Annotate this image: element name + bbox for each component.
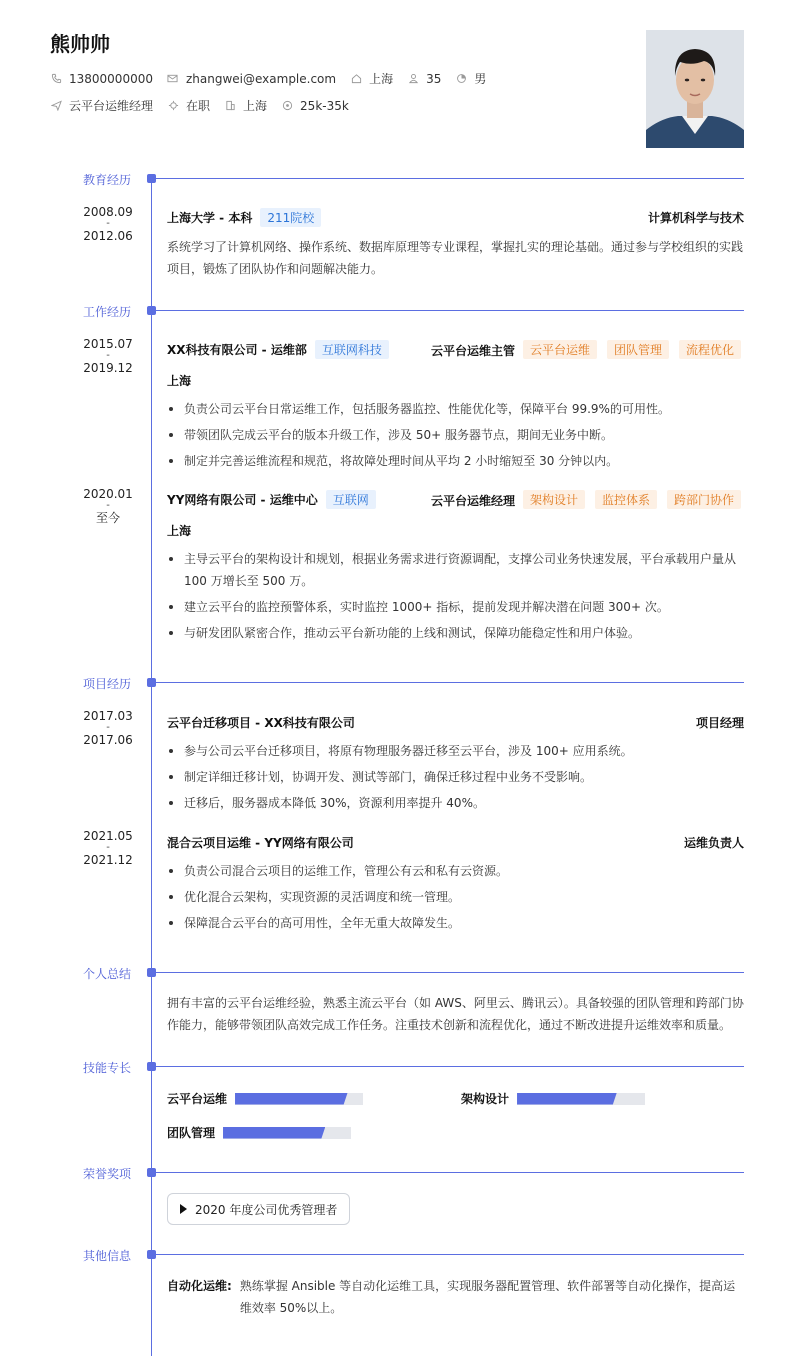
position-text: 云平台运维经理 xyxy=(69,99,154,113)
work-city: 上海 xyxy=(167,374,192,388)
home-icon xyxy=(350,73,362,85)
section-marker xyxy=(147,678,156,687)
section-divider xyxy=(156,682,744,683)
skill-tag: 云平台运维 xyxy=(523,340,597,359)
salary-info xyxy=(281,99,349,113)
work-role: 云平台运维主管 xyxy=(431,344,516,358)
list-item: 负责公司云平台日常运维工作，包括服务器监控、性能优化等，保障平台 99.9%的可用性。 xyxy=(167,398,744,420)
work-role: 云平台运维经理 xyxy=(431,494,516,508)
skill-tag: 监控体系 xyxy=(595,490,657,509)
section-title-summary: 个人总结 xyxy=(82,967,131,981)
date-end: 2012.06 xyxy=(83,229,133,243)
section-title-other: 其他信息 xyxy=(82,1249,131,1263)
section-marker xyxy=(147,968,156,977)
date-start: 2017.03 xyxy=(83,709,133,723)
section-marker xyxy=(147,1062,156,1071)
project-role: 项目经理 xyxy=(695,716,744,730)
phone-icon xyxy=(50,73,62,85)
education-description: 系统学习了计算机网络、操作系统、数据库原理等专业课程，掌握扎实的理论基础。通过参与学校组织的实践项目，锻炼了团队协作和问题解决能力。 xyxy=(167,240,744,276)
gender-info xyxy=(455,70,486,87)
other-info xyxy=(167,1275,744,1319)
project-date xyxy=(68,710,148,746)
skill-item xyxy=(167,1090,363,1107)
list-item: 制定详细迁移计划，协调开发、测试等部门，确保迁移过程中业务不受影响。 xyxy=(167,766,744,788)
date-start: 2021.05 xyxy=(83,829,133,843)
industry-tag: 互联网科技 xyxy=(315,340,389,359)
date-separator: - xyxy=(106,500,110,511)
skill-bar xyxy=(223,1127,351,1139)
skill-name: 团队管理 xyxy=(167,1126,216,1140)
skill-name: 架构设计 xyxy=(461,1092,510,1106)
company-name: YY网络有限公司 - 运维中心 xyxy=(167,493,318,507)
list-item: 建立云平台的监控预警体系，实时监控 1000+ 指标，提前发现并解决潜在问题 300+ 次。 xyxy=(167,596,744,618)
skill-bar-fill xyxy=(517,1093,617,1105)
date-separator: - xyxy=(106,350,110,361)
timeline-line xyxy=(151,178,152,1356)
work-bullets xyxy=(167,548,744,648)
school-tag: 211院校 xyxy=(260,208,321,227)
profile-photo xyxy=(646,30,744,148)
date-end: 至今 xyxy=(95,511,120,525)
coin-icon xyxy=(281,100,293,112)
list-item: 带领团队完成云平台的版本升级工作，涉及 50+ 服务器节点，期间无业务中断。 xyxy=(167,424,744,446)
major-name: 计算机科学与技术 xyxy=(647,211,744,225)
award-item[interactable] xyxy=(167,1193,350,1225)
contact-row xyxy=(50,70,500,87)
other-value: 熟练掌握 Ansible 等自动化运维工具，实现服务器配置管理、软件部署等自动化操作，提高运维效率 50%以上。 xyxy=(239,1279,736,1315)
project-role: 运维负责人 xyxy=(683,836,744,850)
project-bullets xyxy=(167,860,744,938)
section-marker xyxy=(147,174,156,183)
skill-bar xyxy=(235,1093,363,1105)
status-icon xyxy=(167,100,179,112)
list-item: 制定并完善运维流程和规范，将故障处理时间从平均 2 小时缩短至 30 分钟以内。 xyxy=(167,450,744,472)
phone-text: 13800000000 xyxy=(69,71,153,86)
age-info xyxy=(407,72,441,86)
list-item: 主导云平台的架构设计和规划，根据业务需求进行资源调配，支撑公司业务快速发展，平台承载用户量从 100 万增长至 500 万。 xyxy=(167,548,744,592)
gender-text: 男 xyxy=(474,72,487,86)
list-item: 优化混合云架构，实现资源的灵活调度和统一管理。 xyxy=(167,886,744,908)
company-name: XX科技有限公司 - 运维部 xyxy=(167,343,307,357)
section-divider xyxy=(156,972,744,973)
project-bullets xyxy=(167,740,744,818)
status-text: 在职 xyxy=(186,99,211,113)
work-bullets xyxy=(167,398,744,476)
date-end: 2017.06 xyxy=(83,733,133,747)
skill-bar-fill xyxy=(223,1127,325,1139)
location-info xyxy=(350,70,393,87)
section-title-education: 教育经历 xyxy=(82,173,131,187)
section-title-awards: 荣誉奖项 xyxy=(82,1167,131,1181)
award-title: 2020 年度公司优秀管理者 xyxy=(195,1202,338,1217)
mail-icon xyxy=(167,73,179,85)
section-marker xyxy=(147,306,156,315)
section-marker xyxy=(147,1168,156,1177)
list-item: 与研发团队紧密合作，推动云平台新功能的上线和测试，保障功能稳定性和用户体验。 xyxy=(167,622,744,644)
work-city: 上海 xyxy=(167,524,192,538)
project-name: 云平台迁移项目 - XX科技有限公司 xyxy=(167,716,355,730)
section-divider xyxy=(156,1254,744,1255)
skill-name: 云平台运维 xyxy=(167,1092,228,1106)
resume-name: 熊帅帅 xyxy=(50,32,110,56)
city-info xyxy=(224,97,267,114)
work-header xyxy=(167,490,427,509)
age-text: 35 xyxy=(426,71,442,86)
skill-bar-fill xyxy=(235,1093,348,1105)
project-name: 混合云项目运维 - YY网络有限公司 xyxy=(167,836,354,850)
other-key: 自动化运维: xyxy=(167,1279,232,1293)
date-start: 2020.01 xyxy=(83,487,133,501)
summary-text: 拥有丰富的云平台运维经验，熟悉主流云平台（如 AWS、阿里云、腾讯云）。具备较强的团队管理和跨部门协作能力，能够带领团队高效完成工作任务。注重技术创新和流程优化，通过不断改进提升运维效率和质量。 xyxy=(167,996,744,1032)
section-title-work: 工作经历 xyxy=(82,305,131,319)
education-header xyxy=(167,208,744,227)
date-start: 2015.07 xyxy=(83,337,133,351)
project-header xyxy=(167,714,744,731)
date-start: 2008.09 xyxy=(83,205,133,219)
email-text: zhangwei@example.com xyxy=(185,71,337,86)
user-icon xyxy=(407,73,419,85)
status-info xyxy=(167,97,210,114)
project-header xyxy=(167,834,744,851)
gender-icon xyxy=(455,73,467,85)
phone-info xyxy=(50,72,153,86)
salary-text: 25k-35k xyxy=(300,98,349,113)
date-separator: - xyxy=(106,722,110,733)
building-icon xyxy=(224,100,236,112)
location-text: 上海 xyxy=(369,72,394,86)
section-divider xyxy=(156,1066,744,1067)
list-item: 负责公司混合云项目的运维工作，管理公有云和私有云资源。 xyxy=(167,860,744,882)
date-separator: - xyxy=(106,842,110,853)
work-header xyxy=(167,340,427,359)
section-marker xyxy=(147,1250,156,1259)
section-title-skills: 技能专长 xyxy=(82,1061,131,1075)
school-name: 上海大学 - 本科 xyxy=(167,211,253,225)
date-end: 2021.12 xyxy=(83,853,133,867)
send-icon xyxy=(50,100,62,112)
city-text: 上海 xyxy=(243,99,268,113)
section-divider xyxy=(156,1172,744,1173)
project-date xyxy=(68,830,148,866)
date-end: 2019.12 xyxy=(83,361,133,375)
skill-bar xyxy=(517,1093,645,1105)
section-title-projects: 项目经历 xyxy=(82,677,131,691)
section-divider xyxy=(156,310,744,311)
education-date xyxy=(68,206,148,242)
date-separator: - xyxy=(106,218,110,229)
skill-tag: 跨部门协作 xyxy=(667,490,741,509)
skill-tag: 架构设计 xyxy=(523,490,585,509)
work-date xyxy=(68,338,148,374)
skill-item xyxy=(167,1124,351,1141)
section-divider xyxy=(156,178,744,179)
email-info xyxy=(167,72,336,86)
skill-tag: 流程优化 xyxy=(679,340,741,359)
list-item: 参与公司云平台迁移项目，将原有物理服务器迁移至云平台，涉及 100+ 应用系统。 xyxy=(167,740,744,762)
play-icon xyxy=(180,1204,187,1214)
list-item: 保障混合云平台的高可用性，全年无重大故障发生。 xyxy=(167,912,744,934)
intent-row xyxy=(50,97,363,114)
position-info xyxy=(50,97,153,114)
skill-item xyxy=(461,1090,645,1107)
industry-tag: 互联网 xyxy=(326,490,376,509)
work-date xyxy=(68,488,148,524)
skill-tag: 团队管理 xyxy=(607,340,669,359)
list-item: 迁移后，服务器成本降低 30%，资源利用率提升 40%。 xyxy=(167,792,744,814)
